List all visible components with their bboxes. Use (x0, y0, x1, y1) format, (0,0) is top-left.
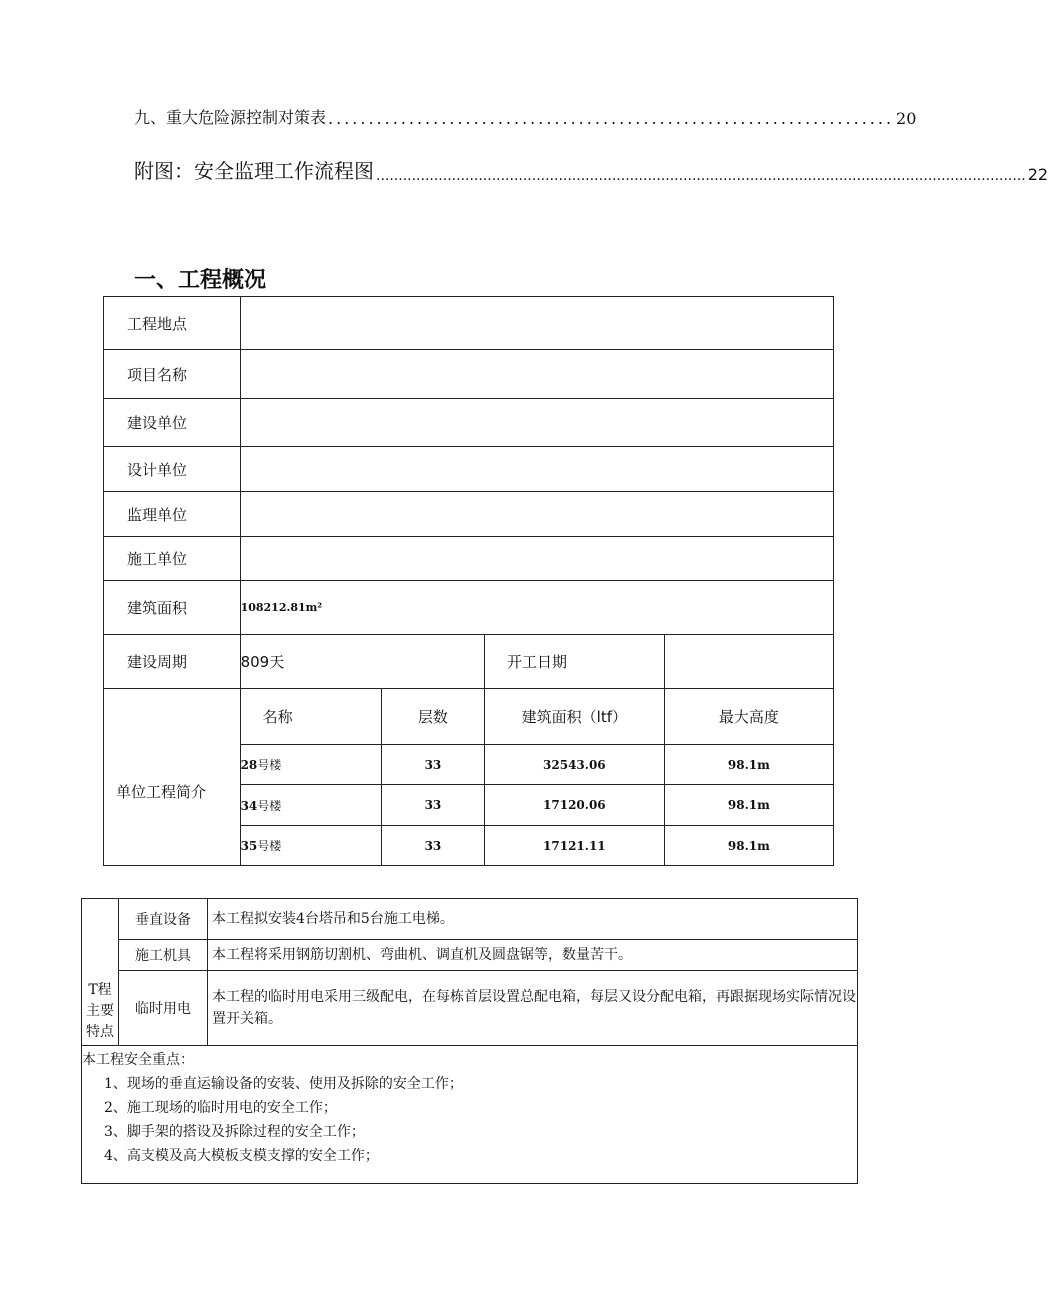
overview-row (104, 537, 834, 581)
label-main-features: T程 主要 特点 (82, 899, 119, 1046)
unit-area: 17121.11 (484, 826, 664, 866)
feature-desc: 本工程将采用钢筋切割机、弯曲机、调直机及圆盘锯等，数量苦干。 (208, 940, 858, 971)
label-design-unit: 设计单位 (104, 447, 241, 492)
feature-row (82, 940, 858, 971)
value-construction-period: 809天 (240, 635, 484, 689)
toc-leader-dots: ...................................................................... (328, 109, 895, 128)
label-project-location: 工程地点 (104, 297, 241, 350)
label-construction-unit: 建设单位 (104, 399, 241, 447)
column-header: 建筑面积（ltf） (484, 689, 664, 745)
list-item: 1、现场的垂直运输设备的安装、使用及拆除的安全工作； (104, 1076, 463, 1092)
column-header: 层数 (381, 689, 484, 745)
unit-floors: 33 (381, 745, 484, 785)
feature-row (82, 899, 858, 940)
label-construction-period: 建设周期 (104, 635, 241, 689)
overview-row (104, 399, 834, 447)
unit-height: 98.1m (664, 826, 833, 866)
list-item: 3、脚手架的搭设及拆除过程的安全工作； (104, 1124, 365, 1140)
unit-height: 98.1m (664, 745, 833, 785)
project-overview-table (103, 296, 834, 866)
toc-title: 九、重大危险源控制对策表 (134, 108, 327, 127)
unit-floors: 33 (381, 785, 484, 826)
unit-height: 98.1m (664, 785, 833, 826)
label-start-date: 开工日期 (484, 635, 664, 689)
toc-leader-dots: .................................................................................................................................................. (376, 168, 1026, 184)
safety-row (82, 1046, 858, 1184)
value-project-name (240, 350, 833, 399)
toc-title: 附图：安全监理工作流程图 (134, 159, 374, 183)
feature-name: 临时用电 (119, 971, 208, 1046)
feature-name: 施工机具 (119, 940, 208, 971)
toc-entry-flowchart[interactable] (134, 156, 1048, 184)
unit-area: 32543.06 (484, 745, 664, 785)
label-contractor: 施工单位 (104, 537, 241, 581)
project-features-table (81, 898, 858, 1184)
unit-name: 35号楼 (240, 826, 381, 866)
toc-page-number: 22 (1027, 165, 1048, 184)
overview-row (104, 447, 834, 492)
value-design-unit (240, 447, 833, 492)
feature-row (82, 971, 858, 1046)
unit-name: 34号楼 (240, 785, 381, 826)
label-project-name: 项目名称 (104, 350, 241, 399)
overview-row (104, 297, 834, 350)
list-item: 4、高支模及高大模板支模支撑的安全工作； (104, 1148, 379, 1164)
unit-name: 28号楼 (240, 745, 381, 785)
label-building-area: 建筑面积 (104, 581, 241, 635)
label-supervision-unit: 监理单位 (104, 492, 241, 537)
feature-desc: 本工程的临时用电采用三级配电，在每栋首层设置总配电箱，每层又设分配电箱，再跟据现场实际情况设置开关箱。 (208, 971, 858, 1046)
overview-row (104, 635, 834, 689)
column-header: 最大高度 (664, 689, 833, 745)
overview-row (104, 492, 834, 537)
overview-row (104, 350, 834, 399)
section-title: 一、工程概况 (134, 268, 267, 293)
toc-entry-hazard-table[interactable] (134, 104, 917, 128)
column-header: 名称 (240, 689, 381, 745)
safety-title: 本工程安全重点： (82, 1052, 194, 1068)
value-supervision-unit (240, 492, 833, 537)
toc-page-number: 20 (896, 109, 917, 128)
value-start-date (664, 635, 833, 689)
value-construction-unit (240, 399, 833, 447)
feature-desc: 本工程拟安装4台塔吊和5台施工电梯。 (208, 899, 858, 940)
list-item: 2、施工现场的临时用电的安全工作； (104, 1100, 337, 1116)
value-contractor (240, 537, 833, 581)
value-building-area: 108212.81m² (240, 581, 833, 635)
unit-area: 17120.06 (484, 785, 664, 826)
units-header-row (104, 689, 834, 745)
value-project-location (240, 297, 833, 350)
unit-floors: 33 (381, 826, 484, 866)
overview-row (104, 581, 834, 635)
label-unit-summary: 单位工程简介 (104, 689, 241, 866)
feature-name: 垂直设备 (119, 899, 208, 940)
safety-focus (82, 1046, 858, 1184)
